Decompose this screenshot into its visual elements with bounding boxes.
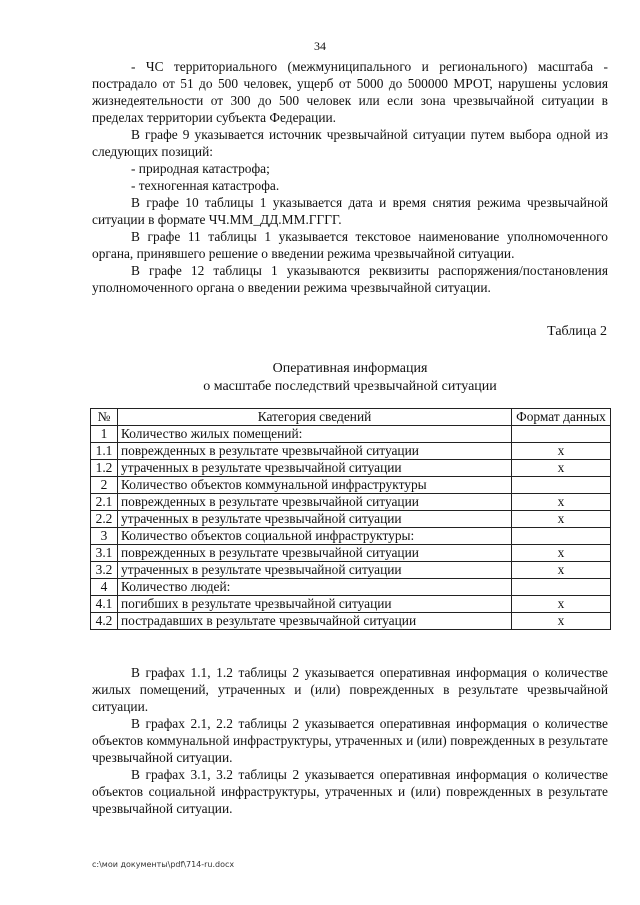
- table-label: Таблица 2: [547, 324, 607, 339]
- paragraph: В графах 3.1, 3.2 таблицы 2 указывается оперативная информация о количестве объектов социальной инфраструктуры, утраченных и (или) поврежденных в результате чрезвычайной ситуации.: [92, 767, 608, 816]
- row-format: x: [512, 545, 611, 562]
- row-number: 2.2: [91, 511, 118, 528]
- row-category: поврежденных в результате чрезвычайной ситуации: [118, 494, 512, 511]
- paragraph: В графе 9 указывается источник чрезвычайной ситуации путем выбора одной из следующих позиций:: [92, 127, 608, 159]
- row-category: утраченных в результате чрезвычайной ситуации: [118, 511, 512, 528]
- paragraph: В графах 1.1, 1.2 таблицы 2 указывается оперативная информация о количестве жилых помещений, утраченных и (или) поврежденных в результате чрезвычайной ситуации.: [92, 665, 608, 714]
- row-format: [512, 426, 611, 443]
- row-number: 1.1: [91, 443, 118, 460]
- table-row: [91, 460, 611, 477]
- row-number: 3.1: [91, 545, 118, 562]
- row-category: поврежденных в результате чрезвычайной ситуации: [118, 545, 512, 562]
- table-row: [91, 545, 611, 562]
- row-number: 4.1: [91, 596, 118, 613]
- data-table: [90, 408, 611, 630]
- table-row: [91, 477, 611, 494]
- table-row: [91, 613, 611, 630]
- table-title: [92, 360, 608, 396]
- table-row: [91, 511, 611, 528]
- header-category: Категория сведений: [118, 409, 512, 426]
- row-format: x: [512, 596, 611, 613]
- row-number: 1.2: [91, 460, 118, 477]
- paragraph: В графах 2.1, 2.2 таблицы 2 указывается оперативная информация о количестве объектов коммунальной инфраструктуры, утраченных и (или) поврежденных в результате чрезвычайной ситуации.: [92, 716, 608, 765]
- table-row: [91, 443, 611, 460]
- row-format: x: [512, 460, 611, 477]
- row-category: поврежденных в результате чрезвычайной ситуации: [118, 443, 512, 460]
- paragraph: В графе 12 таблицы 1 указываются реквизиты распоряжения/постановления уполномоченного органа о введении режима чрезвычайной ситуации.: [92, 263, 608, 295]
- row-format: x: [512, 613, 611, 630]
- paragraph: - ЧС территориального (межмуниципального и регионального) масштаба - пострадало от 51 до 500 человек, ущерб от 5000 до 500000 МРОТ, нарушены условия жизнедеятельности от 300 до 500 человек или если зона чрезвычайной ситуации в пределах территории субъекта Федерации.: [92, 59, 608, 125]
- table-header-row: [91, 409, 611, 426]
- table-row: [91, 596, 611, 613]
- row-number: 3: [91, 528, 118, 545]
- table-title-line: Оперативная информация: [272, 361, 428, 376]
- paragraph: В графе 11 таблицы 1 указывается текстовое наименование уполномоченного органа, принявшего решение о введении режима чрезвычайной ситуации.: [92, 229, 608, 261]
- row-number: 3.2: [91, 562, 118, 579]
- row-format: x: [512, 494, 611, 511]
- row-category: Количество объектов коммунальной инфраструктуры: [118, 477, 512, 494]
- page-number: 34: [314, 39, 326, 53]
- list-item: - техногенная катастрофа.: [131, 178, 280, 193]
- row-format: x: [512, 562, 611, 579]
- row-format: x: [512, 443, 611, 460]
- row-format: [512, 528, 611, 545]
- table-row: [91, 562, 611, 579]
- row-category: погибших в результате чрезвычайной ситуации: [118, 596, 512, 613]
- list-item: - природная катастрофа;: [131, 161, 270, 176]
- row-category: Количество людей:: [118, 579, 512, 596]
- row-format: [512, 579, 611, 596]
- table-title-line: о масштабе последствий чрезвычайной ситуации: [203, 379, 497, 394]
- header-number: №: [91, 409, 118, 426]
- header-format: Формат данных: [512, 409, 611, 426]
- row-number: 4.2: [91, 613, 118, 630]
- row-category: пострадавших в результате чрезвычайной ситуации: [118, 613, 512, 630]
- row-format: x: [512, 511, 611, 528]
- row-number: 1: [91, 426, 118, 443]
- footer-file-path: c:\мои документы\pdf\714-ru.docx: [92, 860, 235, 869]
- table-row: [91, 528, 611, 545]
- table-row: [91, 494, 611, 511]
- intro-section: [92, 58, 608, 296]
- row-format: [512, 477, 611, 494]
- row-category: Количество объектов социальной инфраструктуры:: [118, 528, 512, 545]
- row-category: утраченных в результате чрезвычайной ситуации: [118, 460, 512, 477]
- row-number: 2: [91, 477, 118, 494]
- outro-section: [92, 664, 608, 817]
- table-row: [91, 579, 611, 596]
- paragraph: В графе 10 таблицы 1 указывается дата и время снятия режима чрезвычайной ситуации в формате ЧЧ.ММ_ДД.ММ.ГГГГ.: [92, 195, 608, 227]
- row-category: утраченных в результате чрезвычайной ситуации: [118, 562, 512, 579]
- row-number: 4: [91, 579, 118, 596]
- table-row: [91, 426, 611, 443]
- row-category: Количество жилых помещений:: [118, 426, 512, 443]
- row-number: 2.1: [91, 494, 118, 511]
